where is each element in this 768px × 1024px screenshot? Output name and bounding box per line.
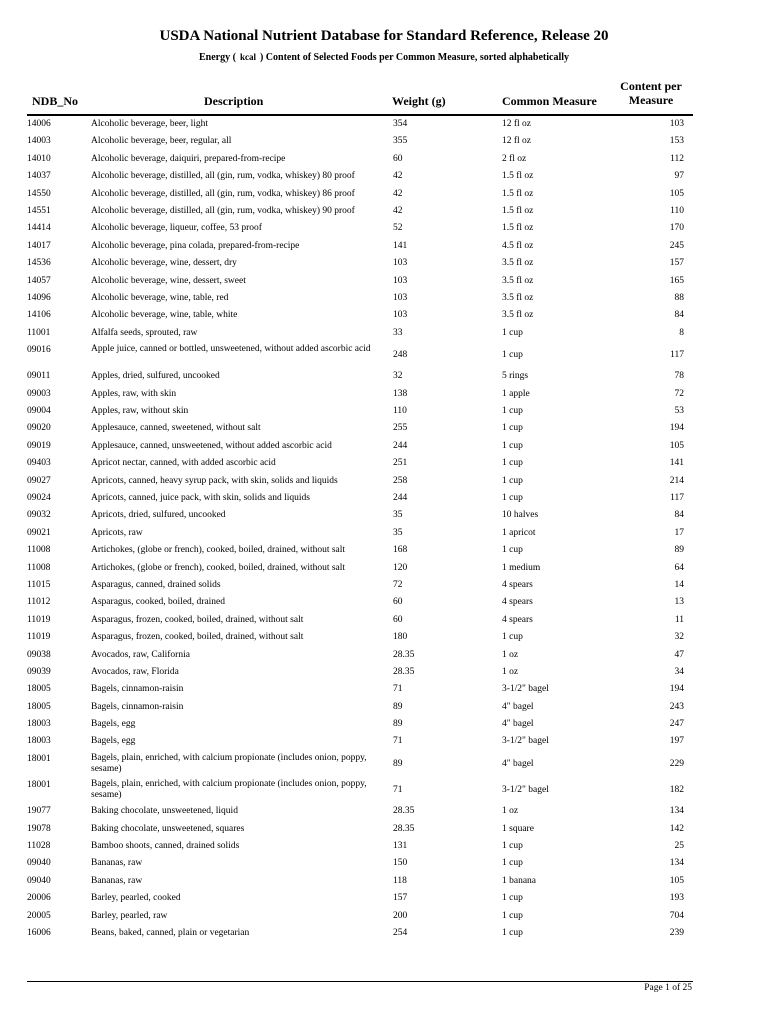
table-row [0, 779, 768, 805]
weight-cell: 244 [393, 440, 408, 451]
weight-cell: 255 [393, 423, 408, 434]
measure-cell: 1 oz [502, 806, 519, 817]
weight-cell: 138 [393, 388, 408, 399]
content-cell: 25 [674, 841, 684, 852]
content-cell: 182 [669, 785, 684, 796]
content-cell: 72 [674, 388, 684, 399]
ndb-cell: 09004 [27, 406, 51, 417]
description-cell: Alcoholic beverage, distilled, all (gin, rum, vodka, whiskey) 80 proof [91, 171, 355, 182]
content-cell: 165 [669, 275, 684, 286]
ndb-cell: 14006 [27, 119, 51, 129]
ndb-cell: 09039 [27, 666, 51, 677]
weight-cell: 258 [393, 475, 408, 486]
content-cell: 78 [674, 371, 684, 382]
description-cell: Beans, baked, canned, plain or vegetarian [91, 927, 250, 938]
weight-cell: 60 [393, 153, 403, 164]
measure-cell: 10 halves [502, 510, 539, 521]
ndb-cell: 18003 [27, 719, 51, 730]
content-cell: 197 [669, 736, 684, 747]
measure-cell: 4.5 fl oz [502, 240, 534, 251]
content-cell: 84 [674, 510, 684, 521]
table-row [0, 527, 768, 544]
weight-cell: 42 [393, 188, 403, 199]
description-cell: Alcoholic beverage, beer, regular, all [91, 136, 232, 147]
ndb-cell: 09038 [27, 649, 51, 660]
ndb-cell: 11008 [27, 545, 51, 556]
measure-cell: 1 banana [502, 875, 537, 886]
content-cell: 32 [674, 632, 684, 643]
weight-cell: 355 [393, 136, 408, 147]
content-cell: 34 [674, 666, 684, 677]
description-cell: Asparagus, canned, drained solids [91, 579, 221, 590]
table-row [0, 327, 768, 344]
ndb-cell: 11028 [27, 841, 51, 852]
table-row [0, 370, 768, 387]
ndb-cell: 14106 [27, 310, 51, 321]
measure-cell: 1 cup [502, 858, 523, 869]
content-cell: 53 [674, 406, 684, 417]
content-cell: 13 [674, 597, 684, 608]
description-cell: Apple juice, canned or bottled, unsweetened, without added ascorbic acid [91, 344, 371, 355]
column-header-ndb: NDB_No [32, 94, 79, 108]
description-cell: Bagels, egg [91, 719, 136, 730]
content-cell: 134 [669, 858, 684, 869]
weight-cell: 42 [393, 171, 403, 182]
description-cell: Alcoholic beverage, wine, dessert, dry [91, 258, 237, 269]
description-cell: Alcoholic beverage, liqueur, coffee, 53 proof [91, 223, 262, 234]
content-cell: 153 [669, 136, 684, 147]
ndb-cell: 14414 [27, 223, 51, 234]
table-row [0, 475, 768, 492]
measure-cell: 12 fl oz [502, 119, 532, 129]
measure-cell: 1 oz [502, 666, 519, 677]
content-cell: 134 [669, 806, 684, 817]
column-header-description: Description [204, 94, 264, 108]
ndb-cell: 11015 [27, 579, 51, 590]
measure-cell: 4 spears [502, 597, 533, 608]
measure-cell: 12 fl oz [502, 136, 532, 147]
weight-cell: 141 [393, 240, 408, 251]
table-row [0, 875, 768, 892]
measure-cell: 1 square [502, 823, 534, 834]
table-row [0, 666, 768, 683]
weight-cell: 131 [393, 841, 408, 852]
content-cell: 239 [669, 927, 684, 938]
ndb-cell: 20006 [27, 893, 51, 904]
table-row [0, 596, 768, 613]
table-row [0, 840, 768, 857]
table-row [0, 153, 768, 170]
table-row [0, 388, 768, 405]
measure-cell: 1 cup [502, 440, 523, 451]
content-cell: 47 [674, 649, 684, 660]
ndb-cell: 14037 [27, 171, 51, 182]
measure-cell: 1 apple [502, 388, 530, 399]
table-row [0, 422, 768, 439]
weight-cell: 180 [393, 632, 408, 643]
table-row [0, 257, 768, 274]
measure-cell: 4" bagel [502, 701, 534, 712]
table-row [0, 701, 768, 718]
ndb-cell: 20005 [27, 910, 51, 921]
measure-cell: 3.5 fl oz [502, 275, 534, 286]
weight-cell: 71 [393, 684, 403, 695]
measure-cell: 1 cup [502, 493, 523, 503]
footer-rule [27, 981, 693, 982]
table-row [0, 309, 768, 326]
table-row [0, 240, 768, 257]
table-row [0, 292, 768, 309]
description-cell: Apples, dried, sulfured, uncooked [91, 371, 220, 382]
weight-cell: 103 [393, 275, 408, 286]
content-cell: 64 [674, 562, 684, 573]
weight-cell: 33 [393, 327, 403, 338]
measure-cell: 1 oz [502, 649, 519, 660]
ndb-cell: 18005 [27, 684, 51, 695]
measure-cell: 1.5 fl oz [502, 188, 534, 199]
description-cell: Bagels, cinnamon-raisin [91, 701, 184, 712]
description-cell: Asparagus, cooked, boiled, drained [91, 597, 226, 608]
content-cell: 170 [669, 223, 684, 234]
ndb-cell: 09040 [27, 858, 51, 869]
weight-cell: 103 [393, 310, 408, 321]
description-cell: Apricot nectar, canned, with added ascorbic acid [91, 458, 276, 469]
measure-cell: 1.5 fl oz [502, 171, 534, 182]
weight-cell: 28.35 [393, 649, 415, 660]
description-cell: Bagels, plain, enriched, with calcium propionate (includes onion, poppy, sesame) [91, 752, 367, 774]
content-cell: 89 [674, 545, 684, 556]
ndb-cell: 14003 [27, 136, 51, 147]
measure-cell: 1 cup [502, 423, 523, 434]
ndb-cell: 09024 [27, 493, 51, 503]
measure-cell: 1 medium [502, 562, 541, 573]
measure-cell: 1 cup [502, 632, 523, 643]
ndb-cell: 19078 [27, 823, 51, 834]
ndb-cell: 14017 [27, 240, 51, 251]
content-cell: 157 [669, 258, 684, 269]
measure-cell: 1.5 fl oz [502, 205, 534, 216]
measure-cell: 2 fl oz [502, 153, 527, 164]
description-cell: Alcoholic beverage, wine, table, white [91, 310, 238, 321]
ndb-cell: 11019 [27, 614, 51, 625]
measure-cell: 1 cup [502, 406, 523, 417]
weight-cell: 103 [393, 292, 408, 303]
weight-cell: 28.35 [393, 823, 415, 834]
table-row [0, 823, 768, 840]
subtitle-suffix: ) Content of Selected Foods per Common Measure, sorted alphabetically [259, 52, 569, 63]
weight-cell: 32 [393, 371, 403, 382]
weight-cell: 60 [393, 597, 403, 608]
column-header-measure: Common Measure [502, 94, 597, 108]
ndb-cell: 18001 [27, 753, 51, 764]
description-cell: Apricots, raw [91, 527, 143, 538]
description-cell: Alcoholic beverage, daiquiri, prepared-from-recipe [91, 153, 286, 164]
measure-cell: 4 spears [502, 614, 533, 625]
description-cell: Bagels, egg [91, 736, 136, 747]
table-row [0, 509, 768, 526]
content-cell: 247 [669, 719, 684, 730]
ndb-cell: 18005 [27, 701, 51, 712]
table-row [0, 457, 768, 474]
table-row [0, 735, 768, 752]
description-cell: Artichokes, (globe or french), cooked, boiled, drained, without salt [91, 562, 346, 573]
ndb-cell: 14550 [27, 188, 51, 199]
description-cell: Baking chocolate, unsweetened, liquid [91, 806, 238, 817]
weight-cell: 110 [393, 406, 407, 417]
content-cell: 103 [669, 119, 684, 129]
ndb-cell: 09019 [27, 440, 51, 451]
content-cell: 193 [669, 893, 684, 904]
table-row [0, 805, 768, 822]
table-row [0, 892, 768, 909]
weight-cell: 42 [393, 205, 403, 216]
content-cell: 112 [670, 153, 684, 164]
description-cell: Alcoholic beverage, distilled, all (gin, rum, vodka, whiskey) 90 proof [91, 205, 355, 216]
ndb-cell: 09032 [27, 510, 51, 521]
ndb-cell: 09003 [27, 388, 51, 399]
subtitle-unit: kcal [239, 52, 256, 62]
description-cell: Bamboo shoots, canned, drained solids [91, 841, 240, 852]
content-cell: 141 [669, 458, 684, 469]
measure-cell: 5 rings [502, 371, 529, 382]
measure-cell: 3-1/2" bagel [502, 785, 549, 796]
description-cell: Asparagus, frozen, cooked, boiled, drained, without salt [91, 614, 304, 625]
page-number: Page 1 of 25 [644, 983, 692, 993]
table-row [0, 718, 768, 735]
ndb-cell: 14551 [27, 205, 51, 216]
column-header-weight: Weight (g) [392, 94, 446, 108]
table-row [0, 579, 768, 596]
table-row [0, 275, 768, 292]
content-cell: 8 [679, 327, 684, 338]
table-row [0, 562, 768, 579]
table-row [0, 135, 768, 152]
weight-cell: 157 [393, 893, 408, 904]
ndb-cell: 14010 [27, 153, 51, 164]
measure-cell: 1.5 fl oz [502, 223, 534, 234]
measure-cell: 1 apricot [502, 527, 536, 538]
table-row [0, 344, 768, 370]
ndb-cell: 11001 [27, 327, 51, 338]
measure-cell: 3.5 fl oz [502, 258, 534, 269]
ndb-cell: 11019 [27, 632, 51, 643]
ndb-cell: 09016 [27, 345, 51, 356]
measure-cell: 3-1/2" bagel [502, 736, 549, 747]
content-cell: 105 [669, 875, 684, 886]
ndb-cell: 09011 [27, 371, 51, 382]
description-cell: Alcoholic beverage, beer, light [91, 119, 209, 129]
weight-cell: 71 [393, 785, 403, 796]
ndb-cell: 18003 [27, 736, 51, 747]
ndb-cell: 09027 [27, 475, 51, 486]
weight-cell: 71 [393, 736, 403, 747]
content-cell: 245 [669, 240, 684, 251]
description-cell: Bagels, cinnamon-raisin [91, 684, 184, 695]
description-cell: Asparagus, frozen, cooked, boiled, drained, without salt [91, 632, 304, 643]
table-row [0, 492, 768, 509]
measure-cell: 1 cup [502, 475, 523, 486]
content-cell: 84 [674, 310, 684, 321]
weight-cell: 150 [393, 858, 408, 869]
measure-cell: 4" bagel [502, 719, 534, 730]
description-cell: Artichokes, (globe or french), cooked, boiled, drained, without salt [91, 545, 346, 556]
weight-cell: 28.35 [393, 666, 415, 677]
document-title: USDA National Nutrient Database for Standard Reference, Release 20 [159, 28, 609, 44]
description-cell: Barley, pearled, raw [91, 910, 168, 921]
food-table [0, 118, 768, 944]
ndb-cell: 09403 [27, 458, 51, 469]
weight-cell: 200 [393, 910, 408, 921]
description-cell: Barley, pearled, cooked [91, 893, 181, 904]
description-cell: Alcoholic beverage, wine, dessert, sweet [91, 275, 246, 286]
document-subtitle [0, 52, 768, 63]
description-cell: Avocados, raw, Florida [91, 666, 179, 677]
description-cell: Bananas, raw [91, 858, 143, 869]
description-cell: Alfalfa seeds, sprouted, raw [91, 327, 198, 338]
table-row [0, 118, 768, 135]
weight-cell: 120 [393, 562, 408, 573]
ndb-cell: 14096 [27, 292, 51, 303]
weight-cell: 60 [393, 614, 403, 625]
weight-cell: 248 [393, 350, 408, 361]
table-row [0, 614, 768, 631]
content-cell: 194 [669, 684, 684, 695]
weight-cell: 72 [393, 579, 403, 590]
ndb-cell: 09040 [27, 875, 51, 886]
weight-cell: 118 [393, 875, 407, 886]
content-cell: 105 [669, 440, 684, 451]
weight-cell: 251 [393, 458, 408, 469]
weight-cell: 35 [393, 527, 403, 538]
header-rule [27, 114, 693, 116]
measure-cell: 1 cup [502, 458, 523, 469]
table-row [0, 440, 768, 457]
content-cell: 97 [674, 171, 684, 182]
table-row [0, 753, 768, 779]
ndb-cell: 09020 [27, 423, 51, 434]
weight-cell: 254 [393, 927, 408, 938]
measure-cell: 4 spears [502, 579, 533, 590]
table-row [0, 910, 768, 927]
ndb-cell: 11012 [27, 597, 51, 608]
table-row [0, 649, 768, 666]
weight-cell: 35 [393, 510, 403, 521]
description-cell: Baking chocolate, unsweetened, squares [91, 823, 245, 834]
content-cell: 110 [670, 205, 684, 216]
table-row [0, 857, 768, 874]
measure-cell: 1 cup [502, 910, 523, 921]
ndb-cell: 18001 [27, 780, 51, 791]
content-cell: 88 [674, 292, 684, 303]
table-row [0, 631, 768, 648]
measure-cell: 3-1/2" bagel [502, 684, 549, 695]
content-cell: 117 [670, 350, 684, 361]
content-cell: 229 [669, 758, 684, 769]
ndb-cell: 09021 [27, 527, 51, 538]
description-cell: Alcoholic beverage, wine, table, red [91, 292, 229, 303]
table-row [0, 683, 768, 700]
measure-cell: 1 cup [502, 545, 523, 556]
weight-cell: 28.35 [393, 806, 415, 817]
ndb-cell: 16006 [27, 927, 51, 938]
measure-cell: 1 cup [502, 350, 523, 361]
measure-cell: 1 cup [502, 327, 523, 338]
description-cell: Alcoholic beverage, distilled, all (gin, rum, vodka, whiskey) 86 proof [91, 188, 355, 199]
table-row [0, 188, 768, 205]
table-row [0, 405, 768, 422]
description-cell: Bananas, raw [91, 875, 143, 886]
table-row [0, 544, 768, 561]
table-row [0, 927, 768, 944]
table-row [0, 222, 768, 239]
column-header-content: Content per Measure [620, 79, 682, 107]
content-cell: 194 [669, 423, 684, 434]
weight-cell: 244 [393, 493, 408, 503]
measure-cell: 3.5 fl oz [502, 292, 534, 303]
subtitle-prefix: Energy ( [198, 52, 236, 63]
content-cell: 704 [669, 910, 684, 921]
table-row [0, 170, 768, 187]
description-cell: Avocados, raw, California [91, 649, 190, 660]
content-cell: 214 [669, 475, 684, 486]
measure-cell: 1 cup [502, 841, 523, 852]
measure-cell: 3.5 fl oz [502, 310, 534, 321]
measure-cell: 4" bagel [502, 758, 534, 769]
description-cell: Alcoholic beverage, pina colada, prepared-from-recipe [91, 240, 300, 251]
description-cell: Apples, raw, without skin [91, 406, 189, 417]
weight-cell: 89 [393, 701, 403, 712]
description-cell: Apricots, canned, juice pack, with skin, solids and liquids [91, 493, 310, 503]
weight-cell: 52 [393, 223, 403, 234]
content-cell: 17 [674, 527, 684, 538]
content-cell: 105 [669, 188, 684, 199]
ndb-cell: 19077 [27, 806, 51, 817]
measure-cell: 1 cup [502, 893, 523, 904]
weight-cell: 89 [393, 719, 403, 730]
description-cell: Applesauce, canned, sweetened, without salt [91, 423, 261, 434]
description-cell: Apricots, canned, heavy syrup pack, with skin, solids and liquids [91, 475, 338, 486]
description-cell: Apricots, dried, sulfured, uncooked [91, 510, 226, 521]
ndb-cell: 11008 [27, 562, 51, 573]
content-cell: 11 [674, 614, 684, 625]
content-cell: 142 [669, 823, 684, 834]
content-cell: 14 [674, 579, 684, 590]
content-cell: 117 [670, 493, 684, 503]
description-cell: Bagels, plain, enriched, with calcium propionate (includes onion, poppy, sesame) [91, 779, 367, 801]
measure-cell: 1 cup [502, 927, 523, 938]
content-cell: 243 [669, 701, 684, 712]
table-row [0, 205, 768, 222]
weight-cell: 354 [393, 119, 408, 129]
ndb-cell: 14057 [27, 275, 51, 286]
weight-cell: 89 [393, 758, 403, 769]
weight-cell: 168 [393, 545, 408, 556]
ndb-cell: 14536 [27, 258, 51, 269]
description-cell: Apples, raw, with skin [91, 388, 177, 399]
weight-cell: 103 [393, 258, 408, 269]
description-cell: Applesauce, canned, unsweetened, without added ascorbic acid [91, 440, 332, 451]
